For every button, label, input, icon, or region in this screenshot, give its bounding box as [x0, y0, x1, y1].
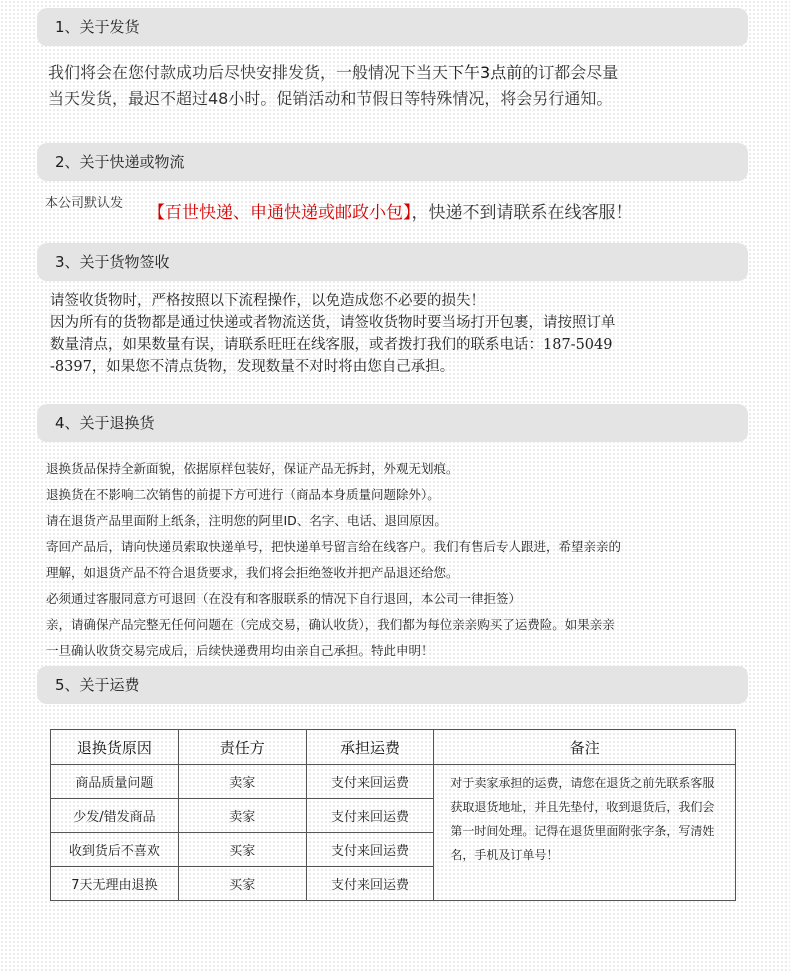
- cell-reason: 收到货后不喜欢: [51, 833, 179, 867]
- cell-fee: 支付来回运费: [306, 833, 434, 867]
- returns-line: 退换货品保持全新面貌，依据原样包装好，保证产品无拆封，外观无划痕。: [46, 461, 459, 476]
- returns-line: 必须通过客服同意方可退回（在没有和客服联系的情况下自行退回，本公司一律拒签）: [46, 591, 522, 606]
- shipping-text: 我们将会在您付款成功后尽快安排发货，一般情况下当天: [48, 63, 449, 82]
- shipping-text: 的订都会尽量: [522, 63, 619, 82]
- section-title: 4、关于退换货: [55, 414, 155, 432]
- table-row: [51, 765, 736, 799]
- section-header-logistics: [37, 143, 748, 181]
- cell-fee: 支付来回运费: [306, 867, 434, 901]
- logistics-lead: 本公司默认发: [45, 196, 124, 211]
- cell-responsible: 卖家: [178, 765, 306, 799]
- returns-line: 退换货在不影响二次销售的前提下方可进行（商品本身质量问题除外）。: [46, 487, 440, 502]
- section-header-returns: [37, 404, 748, 442]
- table-header-row: [51, 730, 736, 765]
- section-title: 3、关于货物签收: [55, 253, 170, 271]
- shipping-fee-table: [50, 729, 736, 901]
- cell-reason: 少发/错发商品: [51, 799, 179, 833]
- phone-number: -8397: [50, 359, 92, 375]
- section-header-shipping: [37, 8, 748, 46]
- cell-note: 对于卖家承担的运费，请您在退货之前先联系客服获取退货地址，并且先垫付，收到退货后，我们会第一时间处理。记得在退货里面附张字条，写清姓名，手机及订单号！: [434, 765, 736, 901]
- cell-reason: 7天无理由退换: [51, 867, 179, 901]
- signing-text: 因为所有的货物都是通过快递或者物流送货，请签收货物时要当场打开包裹，请按照订单: [50, 315, 616, 331]
- header-note: 备注: [434, 730, 736, 765]
- returns-line: 亲，请确保产品完整无任何问题在（完成交易，确认收货），我们都为每位亲亲购买了运费险。如果亲亲: [46, 617, 615, 632]
- cell-responsible: 买家: [178, 833, 306, 867]
- shipping-deadline: 下午3点前: [448, 63, 523, 82]
- header-responsible: 责任方: [178, 730, 306, 765]
- signing-warning: 请签收货物时，严格按照以下流程操作，以免造成您不必要的损失！: [50, 293, 485, 309]
- cell-reason: 商品质量问题: [51, 765, 179, 799]
- signing-text: ，如果您不清点货物，发现数量不对时将由您自己承担。: [91, 359, 455, 375]
- cell-responsible: 买家: [178, 867, 306, 901]
- section-header-signing: [37, 243, 748, 281]
- returns-line: 寄回产品后，请向快递员索取快递单号，把快递单号留言给在线客户。我们有售后专人跟进，希望亲亲的: [46, 539, 622, 554]
- section-title: 2、关于快递或物流: [55, 153, 185, 171]
- bracket: 【: [148, 203, 165, 223]
- cell-fee: 支付来回运费: [306, 799, 434, 833]
- phone-number: 187-5049: [543, 337, 613, 353]
- section-title: 1、关于发货: [55, 18, 140, 36]
- section-title: 5、关于运费: [55, 676, 140, 694]
- bracket: 】: [403, 203, 412, 223]
- logistics-carriers-line: [148, 198, 633, 223]
- returns-line: 理解，如退货产品不符合退货要求，我们将会拒绝签收并把产品退还给您。: [46, 565, 459, 580]
- signing-paragraph: [50, 290, 750, 378]
- section-header-fees: [37, 666, 748, 704]
- shipping-paragraph: [48, 60, 748, 112]
- carrier-names: 百世快递、申通快递或邮政小包: [165, 203, 403, 223]
- shipping-text: 当天发货，最迟不超过48小时。促销活动和节假日等特殊情况，将会另行通知。: [48, 89, 613, 108]
- cell-responsible: 卖家: [178, 799, 306, 833]
- logistics-tail: ，快递不到请联系在线客服！: [411, 203, 633, 223]
- returns-paragraph: [46, 456, 756, 664]
- signing-text: 数量清点，如果数量有误，请联系旺旺在线客服，或者拨打我们的联系电话：: [50, 337, 543, 353]
- header-reason: 退换货原因: [51, 730, 179, 765]
- cell-fee: 支付来回运费: [306, 765, 434, 799]
- returns-line: 一旦确认收货交易完成后，后续快递费用均由亲自己承担。特此申明！: [46, 643, 434, 658]
- header-fee: 承担运费: [306, 730, 434, 765]
- returns-line: 请在退货产品里面附上纸条，注明您的阿里ID、名字、电话、退回原因。: [46, 513, 447, 528]
